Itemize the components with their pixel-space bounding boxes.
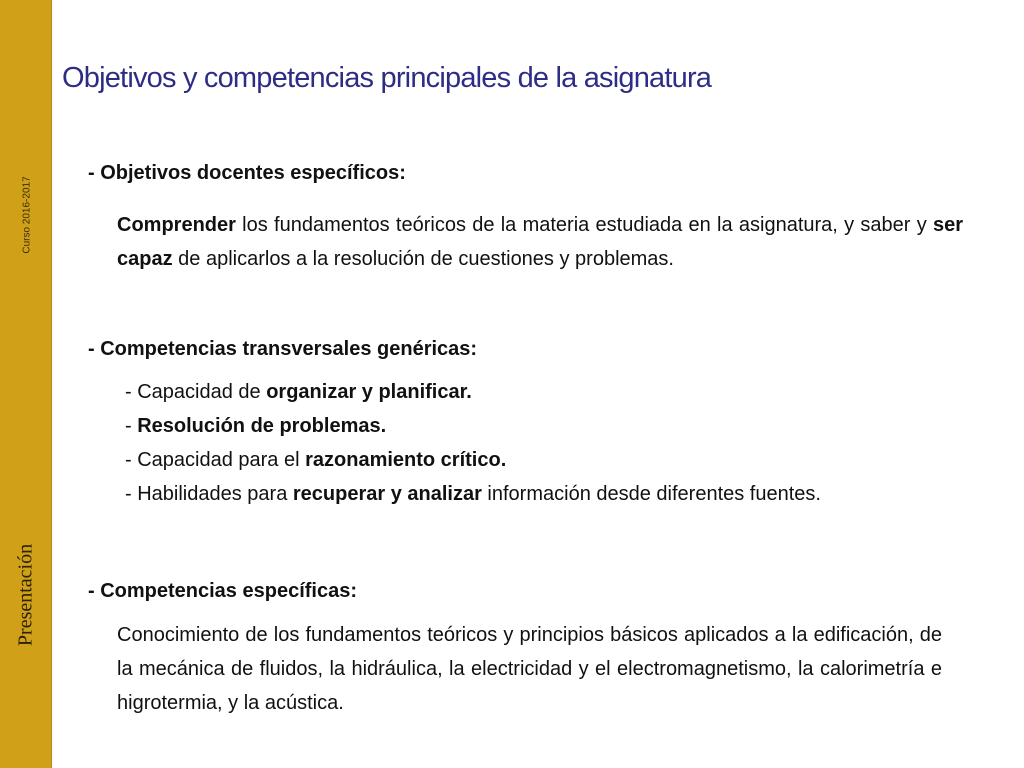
course-label: Curso 2016-2017 <box>21 176 33 254</box>
transversales-heading: - Competencias transversales genéricas: <box>88 338 478 360</box>
item-bold: Resolución de problemas. <box>137 415 387 437</box>
item-text: - Capacidad de <box>125 381 267 403</box>
list-item <box>125 443 963 477</box>
list-item <box>125 409 963 443</box>
objetivos-heading: - Objetivos docentes específicos: <box>88 162 406 184</box>
item-bold: recuperar y analizar <box>292 483 482 505</box>
item-text: - Capacidad para el <box>125 449 306 471</box>
objetivos-text-1: los fundamentos teóricos de la materia estudiada en la asignatura, y saber y <box>235 214 933 236</box>
slide-title: Objetivos y competencias principales de la asignatura <box>62 62 712 94</box>
objetivos-paragraph <box>117 208 963 276</box>
course-label-container <box>18 140 36 290</box>
section-label: Presentación <box>14 543 37 647</box>
objetivos-text-2: de aplicarlos a la resolución de cuestiones y problemas. <box>172 248 674 270</box>
item-bold: razonamiento crítico. <box>305 449 507 471</box>
especificas-heading: - Competencias específicas: <box>88 580 357 602</box>
item-bold: organizar y planificar. <box>266 381 472 403</box>
objetivos-bold-1: Comprender <box>117 214 236 236</box>
section-label-container <box>11 500 41 690</box>
objetivos-bold-2: ser capaz <box>117 214 963 270</box>
item-text: - Habilidades para <box>125 483 293 505</box>
list-item <box>125 375 963 409</box>
item-text: información desde diferentes fuentes. <box>481 483 821 505</box>
especificas-paragraph: Conocimiento de los fundamentos teóricos y principios básicos aplicados a la edificación, de la mecánica de fluidos, la hidráulica, la electricidad y el electromagnetismo, la calorimetría e higrotermia, y la acústica. <box>117 624 942 714</box>
transversales-list <box>125 375 963 511</box>
sidebar <box>0 0 52 768</box>
item-text: - <box>125 415 138 437</box>
list-item <box>125 477 963 511</box>
